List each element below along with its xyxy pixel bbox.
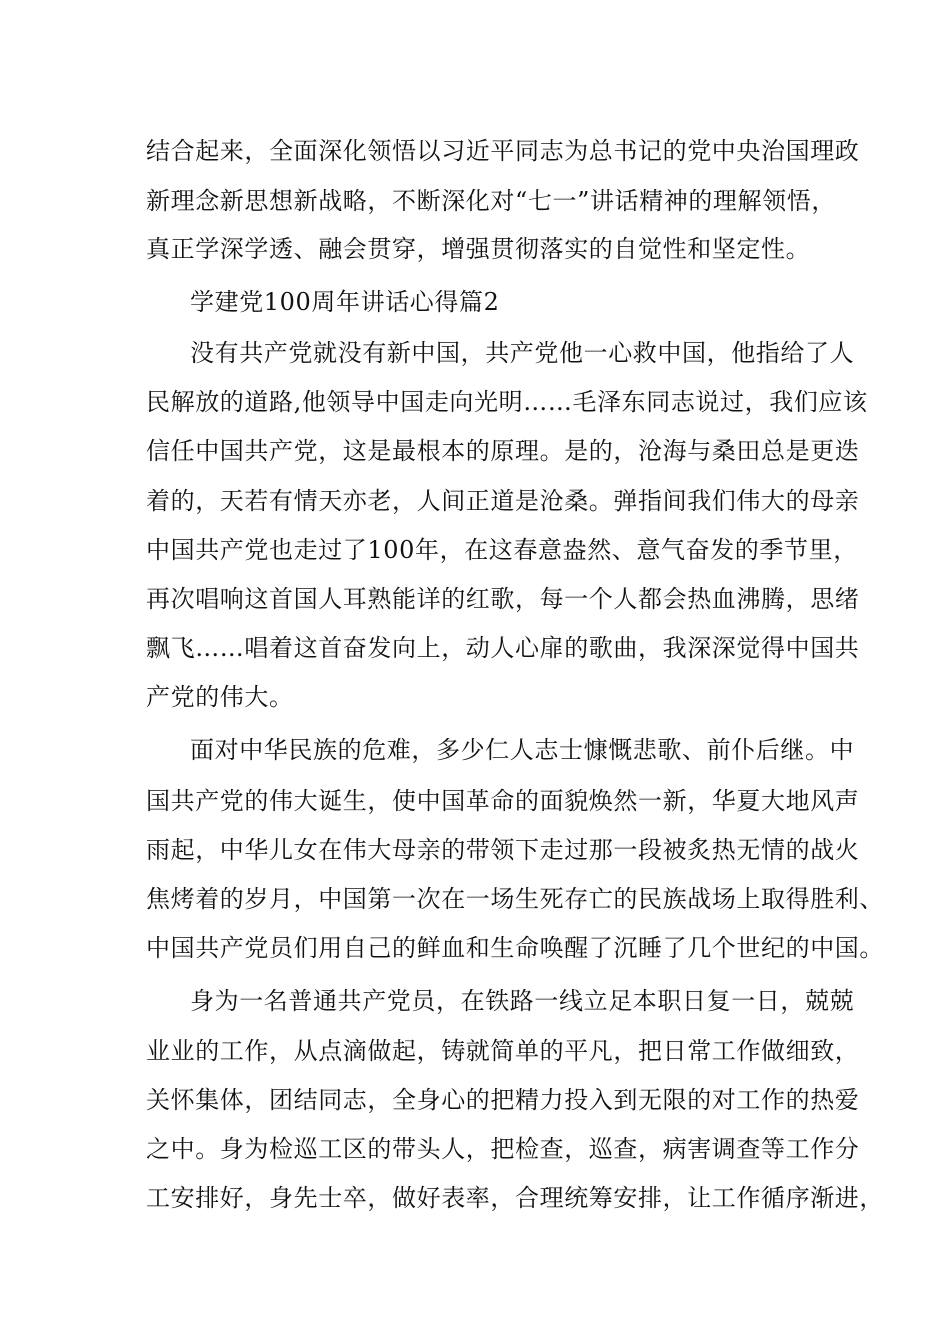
paragraph-line: 着的，天若有情天亦老，人间正道是沧桑。弹指间我们伟大的母亲	[146, 487, 860, 515]
paragraph-line: 飘飞……唱着这首奋发向上，动人心扉的歌曲，我深深觉得中国共	[146, 634, 860, 662]
paragraph-line: 中国共产党员们用自己的鲜血和生命唤醒了沉睡了几个世纪的中国。	[146, 934, 884, 962]
section-heading: 学建党100周年讲话心得篇2	[190, 288, 500, 316]
paragraph-line: 新理念新思想新战略，不断深化对“七一”讲话精神的理解领悟，	[146, 187, 836, 215]
paragraph-line: 业业的工作，从点滴做起，铸就简单的平凡，把日常工作做细致，	[146, 1037, 860, 1065]
paragraph-line: 民解放的道路,他领导中国走向光明……毛泽东同志说过，我们应该	[146, 388, 868, 416]
paragraph-line: 信任中国共产党，这是最根本的原理。是的，沧海与桑田总是更迭	[146, 437, 860, 465]
paragraph-line: 雨起，中华儿女在伟大母亲的带领下走过那一段被炙热无情的战火	[146, 836, 860, 864]
paragraph-line: 面对中华民族的危难，多少仁人志士慷慨悲歌、前仆后继。中	[190, 736, 855, 764]
paragraph-line: 工安排好，身先士卒，做好表率，合理统筹安排，让工作循序渐进，	[146, 1184, 884, 1212]
paragraph-line: 关怀集体，团结同志，全身心的把精力投入到无限的对工作的热爱	[146, 1086, 860, 1114]
paragraph-line: 中国共产党也走过了100年，在这春意盎然、意气奋发的季节里，	[146, 536, 858, 564]
paragraph-line: 之中。身为检巡工区的带头人，把检查，巡查，病害调查等工作分	[146, 1135, 860, 1163]
paragraph-line: 真正学深学透、融会贯穿，增强贯彻落实的自觉性和坚定性。	[146, 235, 811, 263]
paragraph-line: 再次唱响这首国人耳熟能详的红歌，每一个人都会热血沸腾，思绪	[146, 585, 860, 613]
paragraph-line: 产党的伟大。	[146, 683, 294, 711]
paragraph-line: 没有共产党就没有新中国，共产党他一心救中国，他指给了人	[190, 339, 855, 367]
paragraph-line: 焦烤着的岁月，中国第一次在一场生死存亡的民族战场上取得胜利、	[146, 885, 884, 913]
paragraph-line: 国共产党的伟大诞生，使中国革命的面貌焕然一新，华夏大地风声	[146, 787, 860, 815]
paragraph-line: 结合起来，全面深化领悟以习近平同志为总书记的党中央治国理政	[146, 137, 860, 165]
paragraph-line: 身为一名普通共产党员，在铁路一线立足本职日复一日，兢兢	[190, 987, 855, 1015]
